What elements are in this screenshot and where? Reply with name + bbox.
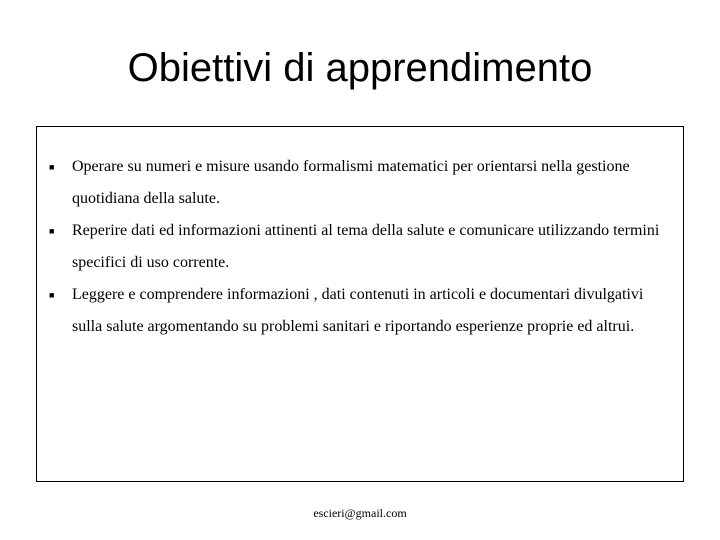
slide-title: Obiettivi di apprendimento <box>127 46 593 90</box>
square-bullet-icon: ■ <box>49 162 55 172</box>
square-bullet-icon: ■ <box>49 290 55 300</box>
objective-item-1 <box>45 151 677 215</box>
objectives-list <box>45 151 677 343</box>
objectives-box <box>36 126 684 482</box>
footer-email: escieri@gmail.com <box>313 506 407 520</box>
objective-text-1: Operare su numeri e misure usando formalismi matematici per orientarsi nella gestione quotidiana della salute. <box>72 158 630 207</box>
objective-text-3: Leggere e comprendere informazioni , dati contenuti in articoli e documentari divulgativi sulla salute argomentando su problemi sanitari e riportando esperienze proprie ed altrui. <box>72 286 644 335</box>
objective-item-3 <box>45 279 677 343</box>
objective-text-2: Reperire dati ed informazioni attinenti al tema della salute e comunicare utilizzando termini specifici di uso corrente. <box>72 222 660 271</box>
square-bullet-icon: ■ <box>49 226 55 236</box>
objective-item-2 <box>45 215 677 279</box>
